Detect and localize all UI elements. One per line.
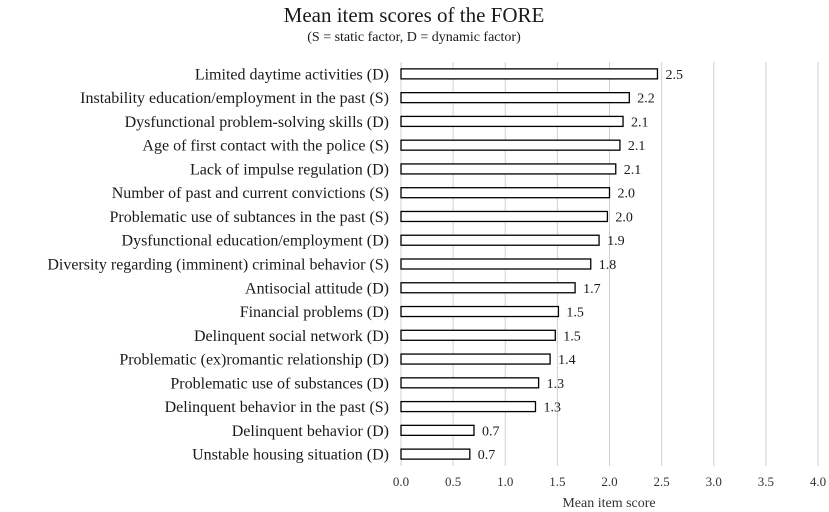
category-label: Problematic use of subtances in the past (S) xyxy=(109,208,389,226)
bar xyxy=(401,69,657,79)
category-label: Delinquent social network (D) xyxy=(193,327,389,345)
bar xyxy=(401,283,575,293)
data-label: 2.1 xyxy=(627,139,646,155)
x-tick-label: 3.0 xyxy=(705,474,722,489)
data-label: 0.7 xyxy=(477,448,496,464)
category-label: Delinquent behavior (D) xyxy=(231,422,389,440)
bar xyxy=(401,211,607,221)
category-label: Dysfunctional education/employment (D) xyxy=(121,232,389,250)
data-label: 1.3 xyxy=(543,400,561,416)
category-label: Dysfunctional problem-solving skills (D) xyxy=(124,113,389,131)
category-label: Limited daytime activities (D) xyxy=(194,66,389,84)
category-label: Antisocial attitude (D) xyxy=(245,280,389,298)
bar xyxy=(401,425,474,435)
x-tick-labels xyxy=(393,474,826,489)
bar xyxy=(401,378,539,388)
category-label: Lack of impulse regulation (D) xyxy=(189,161,389,179)
data-label: 2.0 xyxy=(617,186,635,202)
x-tick-label: 2.0 xyxy=(601,474,618,489)
bar xyxy=(401,188,610,198)
bar xyxy=(401,259,591,269)
bar xyxy=(401,307,558,317)
x-tick-label: 1.0 xyxy=(497,474,514,489)
bar xyxy=(401,235,599,245)
bar xyxy=(401,330,555,340)
bar xyxy=(401,93,629,103)
data-label: 0.7 xyxy=(481,424,500,440)
bar xyxy=(401,402,535,412)
category-label: Problematic use of substances (D) xyxy=(170,375,389,393)
x-tick-label: 0.0 xyxy=(392,474,410,489)
data-label: 1.5 xyxy=(563,329,581,345)
category-label: Financial problems (D) xyxy=(239,304,389,322)
category-label: Unstable housing situation (D) xyxy=(192,446,389,464)
data-label: 2.5 xyxy=(665,67,683,83)
category-labels xyxy=(47,66,389,463)
x-tick-label: 3.5 xyxy=(757,474,774,489)
bar xyxy=(401,354,550,364)
category-label: Delinquent behavior in the past (S) xyxy=(164,399,389,417)
bar xyxy=(401,116,623,126)
data-label: 1.5 xyxy=(566,305,584,321)
bar xyxy=(401,164,616,174)
data-label: 1.4 xyxy=(558,353,576,369)
category-label: Age of first contact with the police (S) xyxy=(142,137,389,155)
data-label: 2.2 xyxy=(637,91,655,107)
data-label: 2.1 xyxy=(623,162,642,178)
data-label: 2.1 xyxy=(631,115,649,131)
x-tick-label: 0.5 xyxy=(445,474,462,489)
data-label: 1.8 xyxy=(598,258,617,273)
category-label: Instability education/employment in the past (S) xyxy=(80,90,389,108)
category-label: Number of past and current convictions (S) xyxy=(111,185,389,203)
data-label: 1.7 xyxy=(583,281,601,297)
chart-subtitle: (S = static factor, D = dynamic factor) xyxy=(307,30,521,45)
category-label: Diversity regarding (imminent) criminal behavior (S) xyxy=(47,256,389,274)
data-label: 1.3 xyxy=(546,376,565,392)
data-label: 2.0 xyxy=(615,210,633,226)
chart-title: Mean item scores of the FORE xyxy=(283,3,545,27)
data-label: 1.9 xyxy=(607,234,625,250)
bar xyxy=(401,140,620,150)
category-label: Problematic (ex)romantic relationship (D) xyxy=(119,351,389,369)
bars xyxy=(401,69,657,459)
x-tick-label: 1.5 xyxy=(549,474,566,489)
bar xyxy=(401,449,470,459)
x-tick-label: 2.5 xyxy=(653,474,670,489)
x-tick-label: 4.0 xyxy=(809,474,827,489)
x-axis-title: Mean item score xyxy=(562,496,656,511)
